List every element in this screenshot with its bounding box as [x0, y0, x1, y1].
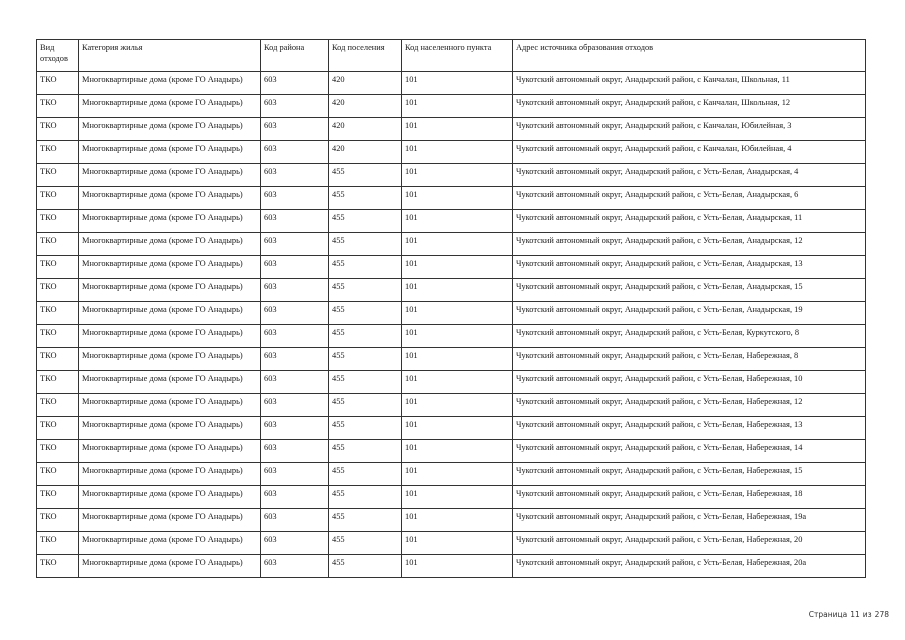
cell-district-code: 603	[261, 279, 329, 302]
cell-source-address: Чукотский автономный округ, Анадырский район, с Усть-Белая, Анадырская, 19	[513, 302, 866, 325]
cell-waste-type: ТКО	[37, 463, 79, 486]
cell-district-code: 603	[261, 187, 329, 210]
cell-settlement-code: 455	[329, 394, 402, 417]
cell-source-address: Чукотский автономный округ, Анадырский район, с Усть-Белая, Набережная, 14	[513, 440, 866, 463]
table-row	[37, 72, 866, 95]
cell-settlement-code: 455	[329, 532, 402, 555]
table-row	[37, 532, 866, 555]
cell-district-code: 603	[261, 486, 329, 509]
table-row	[37, 371, 866, 394]
cell-housing-category: Многоквартирные дома (кроме ГО Анадырь)	[79, 509, 261, 532]
cell-district-code: 603	[261, 394, 329, 417]
cell-district-code: 603	[261, 509, 329, 532]
cell-housing-category: Многоквартирные дома (кроме ГО Анадырь)	[79, 256, 261, 279]
cell-settlement-code: 420	[329, 118, 402, 141]
cell-locality-code: 101	[402, 371, 513, 394]
cell-source-address: Чукотский автономный округ, Анадырский район, с Усть-Белая, Анадырская, 13	[513, 256, 866, 279]
cell-waste-type: ТКО	[37, 509, 79, 532]
cell-settlement-code: 420	[329, 95, 402, 118]
cell-source-address: Чукотский автономный округ, Анадырский район, с Усть-Белая, Набережная, 20а	[513, 555, 866, 578]
cell-housing-category: Многоквартирные дома (кроме ГО Анадырь)	[79, 417, 261, 440]
cell-district-code: 603	[261, 417, 329, 440]
cell-source-address: Чукотский автономный округ, Анадырский район, с Усть-Белая, Набережная, 8	[513, 348, 866, 371]
cell-source-address: Чукотский автономный округ, Анадырский район, с Усть-Белая, Куркутского, 8	[513, 325, 866, 348]
cell-waste-type: ТКО	[37, 210, 79, 233]
cell-locality-code: 101	[402, 440, 513, 463]
table-row	[37, 348, 866, 371]
cell-locality-code: 101	[402, 302, 513, 325]
cell-settlement-code: 455	[329, 210, 402, 233]
cell-locality-code: 101	[402, 164, 513, 187]
cell-settlement-code: 455	[329, 256, 402, 279]
waste-sources-table	[36, 39, 866, 578]
cell-district-code: 603	[261, 348, 329, 371]
cell-settlement-code: 455	[329, 302, 402, 325]
cell-source-address: Чукотский автономный округ, Анадырский район, с Усть-Белая, Набережная, 18	[513, 486, 866, 509]
cell-district-code: 603	[261, 555, 329, 578]
cell-locality-code: 101	[402, 256, 513, 279]
cell-district-code: 603	[261, 141, 329, 164]
table-row	[37, 279, 866, 302]
cell-housing-category: Многоквартирные дома (кроме ГО Анадырь)	[79, 486, 261, 509]
cell-settlement-code: 455	[329, 417, 402, 440]
cell-source-address: Чукотский автономный округ, Анадырский район, с Усть-Белая, Набережная, 12	[513, 394, 866, 417]
cell-housing-category: Многоквартирные дома (кроме ГО Анадырь)	[79, 72, 261, 95]
cell-settlement-code: 455	[329, 486, 402, 509]
cell-waste-type: ТКО	[37, 417, 79, 440]
cell-waste-type: ТКО	[37, 164, 79, 187]
cell-district-code: 603	[261, 302, 329, 325]
cell-locality-code: 101	[402, 348, 513, 371]
cell-housing-category: Многоквартирные дома (кроме ГО Анадырь)	[79, 302, 261, 325]
total-pages: 278	[874, 610, 889, 619]
cell-source-address: Чукотский автономный округ, Анадырский район, с Усть-Белая, Анадырская, 15	[513, 279, 866, 302]
cell-housing-category: Многоквартирные дома (кроме ГО Анадырь)	[79, 348, 261, 371]
cell-district-code: 603	[261, 325, 329, 348]
cell-source-address: Чукотский автономный округ, Анадырский район, с Усть-Белая, Анадырская, 4	[513, 164, 866, 187]
table-row	[37, 509, 866, 532]
header-source-address: Адрес источника образования отходов	[513, 40, 866, 72]
cell-settlement-code: 455	[329, 164, 402, 187]
cell-locality-code: 101	[402, 141, 513, 164]
cell-waste-type: ТКО	[37, 118, 79, 141]
cell-housing-category: Многоквартирные дома (кроме ГО Анадырь)	[79, 95, 261, 118]
cell-housing-category: Многоквартирные дома (кроме ГО Анадырь)	[79, 394, 261, 417]
table-header-row	[37, 40, 866, 72]
cell-settlement-code: 455	[329, 348, 402, 371]
cell-housing-category: Многоквартирные дома (кроме ГО Анадырь)	[79, 233, 261, 256]
cell-housing-category: Многоквартирные дома (кроме ГО Анадырь)	[79, 141, 261, 164]
page-label: Страница	[808, 610, 848, 619]
cell-housing-category: Многоквартирные дома (кроме ГО Анадырь)	[79, 555, 261, 578]
table-row	[37, 394, 866, 417]
header-settlement-code: Код поселения	[329, 40, 402, 72]
header-housing-category: Категория жилья	[79, 40, 261, 72]
page-footer	[806, 610, 889, 619]
cell-waste-type: ТКО	[37, 348, 79, 371]
cell-waste-type: ТКО	[37, 394, 79, 417]
cell-housing-category: Многоквартирные дома (кроме ГО Анадырь)	[79, 164, 261, 187]
cell-district-code: 603	[261, 118, 329, 141]
cell-housing-category: Многоквартирные дома (кроме ГО Анадырь)	[79, 279, 261, 302]
cell-settlement-code: 455	[329, 279, 402, 302]
cell-source-address: Чукотский автономный округ, Анадырский район, с Канчалан, Юбилейная, 4	[513, 141, 866, 164]
cell-source-address: Чукотский автономный округ, Анадырский район, с Канчалан, Школьная, 11	[513, 72, 866, 95]
cell-settlement-code: 455	[329, 325, 402, 348]
cell-waste-type: ТКО	[37, 141, 79, 164]
table-row	[37, 463, 866, 486]
header-locality-code: Код населенного пункта	[402, 40, 513, 72]
cell-district-code: 603	[261, 72, 329, 95]
cell-source-address: Чукотский автономный округ, Анадырский район, с Усть-Белая, Анадырская, 6	[513, 187, 866, 210]
cell-waste-type: ТКО	[37, 187, 79, 210]
cell-waste-type: ТКО	[37, 325, 79, 348]
cell-district-code: 603	[261, 256, 329, 279]
cell-district-code: 603	[261, 532, 329, 555]
cell-settlement-code: 455	[329, 509, 402, 532]
table-row	[37, 440, 866, 463]
cell-locality-code: 101	[402, 486, 513, 509]
cell-settlement-code: 455	[329, 187, 402, 210]
table-row	[37, 325, 866, 348]
cell-waste-type: ТКО	[37, 72, 79, 95]
header-waste-type: Вид отходов	[37, 40, 79, 72]
table-row	[37, 555, 866, 578]
cell-source-address: Чукотский автономный округ, Анадырский район, с Усть-Белая, Анадырская, 11	[513, 210, 866, 233]
table-row	[37, 210, 866, 233]
cell-housing-category: Многоквартирные дома (кроме ГО Анадырь)	[79, 187, 261, 210]
cell-locality-code: 101	[402, 95, 513, 118]
cell-waste-type: ТКО	[37, 532, 79, 555]
cell-settlement-code: 420	[329, 141, 402, 164]
cell-source-address: Чукотский автономный округ, Анадырский район, с Усть-Белая, Набережная, 19а	[513, 509, 866, 532]
cell-housing-category: Многоквартирные дома (кроме ГО Анадырь)	[79, 440, 261, 463]
cell-source-address: Чукотский автономный округ, Анадырский район, с Канчалан, Школьная, 12	[513, 95, 866, 118]
cell-source-address: Чукотский автономный округ, Анадырский район, с Усть-Белая, Анадырская, 12	[513, 233, 866, 256]
cell-locality-code: 101	[402, 463, 513, 486]
cell-housing-category: Многоквартирные дома (кроме ГО Анадырь)	[79, 532, 261, 555]
cell-district-code: 603	[261, 210, 329, 233]
cell-waste-type: ТКО	[37, 555, 79, 578]
cell-waste-type: ТКО	[37, 256, 79, 279]
cell-district-code: 603	[261, 371, 329, 394]
cell-source-address: Чукотский автономный округ, Анадырский район, с Усть-Белая, Набережная, 20	[513, 532, 866, 555]
cell-district-code: 603	[261, 164, 329, 187]
table-row	[37, 417, 866, 440]
table-row	[37, 141, 866, 164]
cell-locality-code: 101	[402, 210, 513, 233]
cell-settlement-code: 455	[329, 440, 402, 463]
page-number: 11	[850, 610, 860, 619]
cell-locality-code: 101	[402, 279, 513, 302]
cell-waste-type: ТКО	[37, 440, 79, 463]
cell-housing-category: Многоквартирные дома (кроме ГО Анадырь)	[79, 210, 261, 233]
cell-locality-code: 101	[402, 509, 513, 532]
cell-locality-code: 101	[402, 555, 513, 578]
header-district-code: Код района	[261, 40, 329, 72]
cell-locality-code: 101	[402, 72, 513, 95]
cell-settlement-code: 455	[329, 463, 402, 486]
table-row	[37, 95, 866, 118]
cell-waste-type: ТКО	[37, 95, 79, 118]
table-row	[37, 256, 866, 279]
cell-locality-code: 101	[402, 394, 513, 417]
cell-source-address: Чукотский автономный округ, Анадырский район, с Усть-Белая, Набережная, 15	[513, 463, 866, 486]
cell-housing-category: Многоквартирные дома (кроме ГО Анадырь)	[79, 371, 261, 394]
cell-waste-type: ТКО	[37, 302, 79, 325]
cell-settlement-code: 455	[329, 371, 402, 394]
cell-waste-type: ТКО	[37, 279, 79, 302]
cell-settlement-code: 455	[329, 233, 402, 256]
table-row	[37, 302, 866, 325]
table-row	[37, 486, 866, 509]
cell-source-address: Чукотский автономный округ, Анадырский район, с Канчалан, Юбилейная, 3	[513, 118, 866, 141]
cell-locality-code: 101	[402, 325, 513, 348]
cell-source-address: Чукотский автономный округ, Анадырский район, с Усть-Белая, Набережная, 10	[513, 371, 866, 394]
cell-settlement-code: 455	[329, 555, 402, 578]
cell-settlement-code: 420	[329, 72, 402, 95]
cell-locality-code: 101	[402, 187, 513, 210]
cell-locality-code: 101	[402, 532, 513, 555]
cell-district-code: 603	[261, 440, 329, 463]
cell-district-code: 603	[261, 463, 329, 486]
table-row	[37, 187, 866, 210]
cell-waste-type: ТКО	[37, 371, 79, 394]
cell-housing-category: Многоквартирные дома (кроме ГО Анадырь)	[79, 463, 261, 486]
cell-district-code: 603	[261, 95, 329, 118]
cell-waste-type: ТКО	[37, 233, 79, 256]
table-body	[37, 72, 866, 578]
cell-housing-category: Многоквартирные дома (кроме ГО Анадырь)	[79, 118, 261, 141]
cell-locality-code: 101	[402, 233, 513, 256]
cell-source-address: Чукотский автономный округ, Анадырский район, с Усть-Белая, Набережная, 13	[513, 417, 866, 440]
table-row	[37, 233, 866, 256]
page-of-label: из	[862, 610, 872, 619]
cell-locality-code: 101	[402, 118, 513, 141]
cell-locality-code: 101	[402, 417, 513, 440]
cell-district-code: 603	[261, 233, 329, 256]
table-row	[37, 118, 866, 141]
table-row	[37, 164, 866, 187]
cell-housing-category: Многоквартирные дома (кроме ГО Анадырь)	[79, 325, 261, 348]
cell-waste-type: ТКО	[37, 486, 79, 509]
